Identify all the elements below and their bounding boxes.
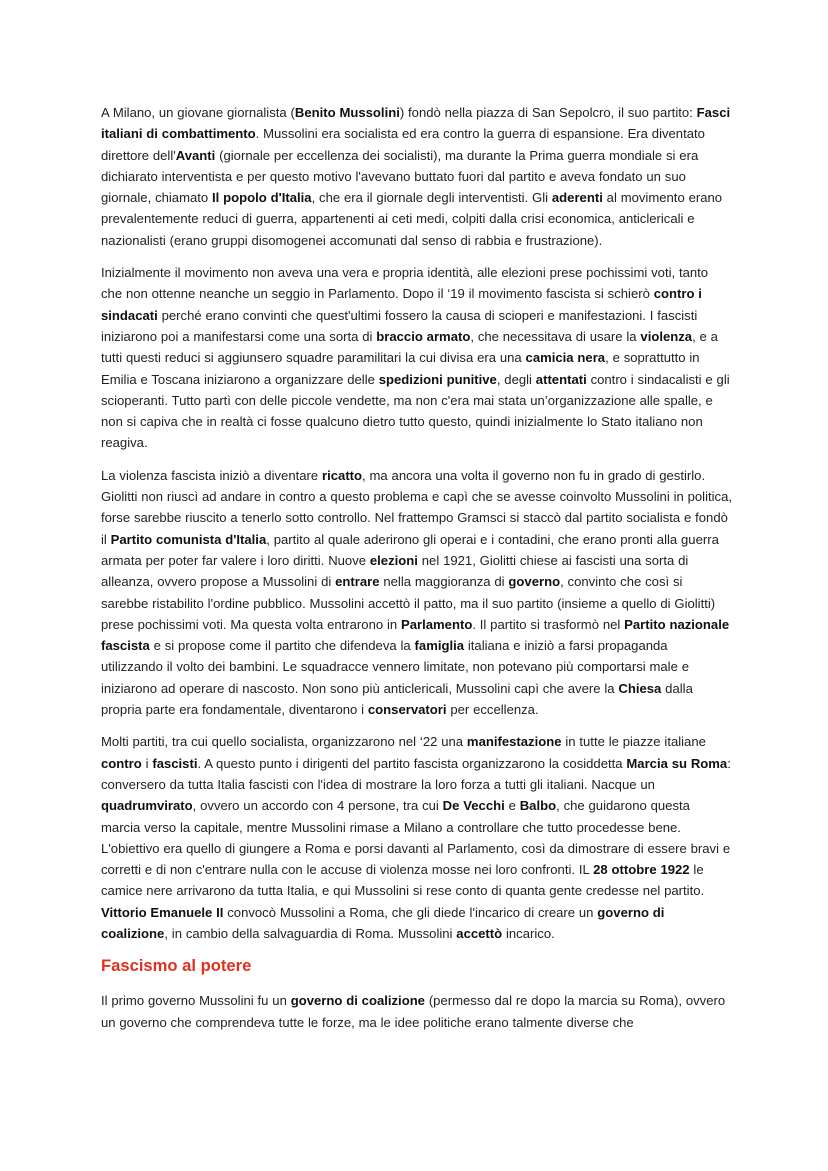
bold-term: famiglia <box>414 638 465 654</box>
bold-term: Avanti <box>175 147 216 163</box>
text-run: , che era il giornale degli interventisti. Gli <box>311 190 552 206</box>
text-run: Molti partiti, tra cui quello socialista, organizzarono nel ‘22 una <box>101 734 467 750</box>
text-run: , e soprattutto in Emilia e Toscana iniziarono a organizzare delle <box>101 350 700 387</box>
text-run: . Il partito si trasformò nel <box>472 616 625 632</box>
bold-term: camicia nera <box>525 350 606 366</box>
text-run: , che necessitava di usare la <box>470 328 641 344</box>
section-heading: Fascismo al potere <box>101 956 252 976</box>
text-run: , ovvero un accordo con 4 persone, tra cui <box>192 798 443 814</box>
bold-term: contro i sindacati <box>101 286 702 323</box>
bold-term: Benito Mussolini <box>294 105 400 120</box>
text-run: : conversero da tutta Italia fascisti con l'idea di mostrare la loro forza a tutti gli italiani. Nacque un <box>101 755 731 792</box>
text-run: , degli <box>496 371 536 387</box>
bold-term: contro <box>101 755 142 771</box>
bold-term: entrare <box>335 574 380 590</box>
bold-term: 28 ottobre 1922 <box>593 862 690 878</box>
bold-term: governo di coalizione <box>101 904 665 941</box>
text-run: contro i sindacalisti e gli scioperanti. Tutto partì con delle piccole vendette, ma non c'era mai stata un’organizzazione alle spalle, e non si capiva che in realtà ci fosse qualcuno dietro tutto questo, quindi inizialmente lo Stato italiano non reagiva. <box>101 371 730 451</box>
text-run: dalla propria parte era fondamentale, diventarono i <box>101 680 693 718</box>
bold-term: Partito comunista d'Italia <box>110 531 267 547</box>
bold-term: governo di coalizione <box>290 993 425 1009</box>
text-run: i <box>141 755 153 771</box>
text-run: incarico. <box>502 925 555 941</box>
text-run: perché erano convinti che quest'ultimi fossero la causa di scioperi e manifestazioni. I fascisti iniziarono poi a manifestarsi come una sorta di <box>101 307 698 344</box>
text-run: le camice nere arrivarono da tutta Italia, e qui Mussolini si rese conto di quanta gente credesse nel partito. <box>101 862 705 899</box>
document-page <box>101 102 733 1044</box>
text-run: Inizialmente il movimento non aveva una vera e propria identità, alle elezioni prese pochissimi voti, tanto che non ottenne neanche un seggio in Parlamento. Dopo il ‘19 il movimento fascista si schierò <box>101 265 709 302</box>
paragraph-fasci-combattimento <box>101 102 733 251</box>
paragraph-movimento-identita <box>101 262 733 454</box>
text-run: nel 1921, Giolitti chiese ai fascisti una sorta di alleanza, ovvero propose a Mussolini di <box>101 552 689 590</box>
text-run: e si propose come il partito che difendeva la <box>149 638 415 654</box>
text-run: convocò Mussolini a Roma, che gli diede l'incarico di creare un <box>223 904 598 920</box>
bold-term: violenza <box>640 328 693 344</box>
bold-term: spedizioni punitive <box>378 371 497 387</box>
text-run: e <box>504 798 520 814</box>
text-run: nella maggioranza di <box>379 574 509 590</box>
text-run: (giornale per eccellenza dei socialisti), ma durante la Prima guerra mondiale si era dichiarato interventista e per questo motivo l'avevano buttato fuori dal partito e aveva fondato un suo giornale, chiamato <box>101 147 699 206</box>
bold-term: conservatori <box>367 702 447 718</box>
bold-term: elezioni <box>369 552 418 568</box>
bold-term: Marcia su Roma <box>626 755 728 771</box>
bold-term: quadrumvirato <box>101 798 193 814</box>
text-run: , e a tutti questi reduci si aggiunsero squadre paramilitari la cui divisa era una <box>101 328 718 366</box>
bold-term: governo <box>508 574 561 590</box>
bold-term: ricatto <box>322 467 363 483</box>
bold-term: Balbo <box>519 798 557 814</box>
paragraph-marcia-su-roma <box>101 731 733 944</box>
text-run: , convinto che così si sarebbe ristabilito l'ordine pubblico. Mussolini accettò il patto, ma il suo partito (insieme a quello di Giolitti) prese pochissimi voti. Ma questa volta entrarono in <box>101 574 716 632</box>
bold-term: Chiesa <box>618 680 662 696</box>
bold-term: aderenti <box>551 190 603 206</box>
text-run: , partito al quale aderirono gli operai e i contadini, che erano pronti alla guerra armata per poter far valere i loro diritti. Nuove <box>101 531 719 568</box>
bold-term: Fasci italiani di combattimento <box>101 105 731 142</box>
bold-term: De Vecchi <box>442 798 505 814</box>
text-run: (permesso dal re dopo la marcia su Roma), ovvero un governo che comprendeva tutte le forze, ma le idee politiche erano talmente diverse che <box>101 993 726 1030</box>
text-run: al movimento erano prevalentemente reduci di guerra, appartenenti ai ceti medi, colpiti dalla crisi economica, anticlericali e nazionalisti (erano gruppi disomogenei accomunati dal senso di rabbia e frustrazione). <box>101 190 723 248</box>
bold-term: accettò <box>456 925 503 941</box>
paragraph-violenza-ricatto <box>101 465 733 721</box>
bold-term: Partito nazionale fascista <box>101 616 730 654</box>
text-run: A Milano, un giovane giornalista ( <box>101 105 295 120</box>
text-run: , che guidarono questa marcia verso la capitale, mentre Mussolini rimase a Milano a controllare che tutto procedesse bene. L'obiettivo era quello di giungere a Roma e porsi davanti al Parlamento, così da dimostrare di essere bravi e corretti e di non c'entrare nulla con le accuse di violenza mosse nei loro confronti. IL <box>101 798 731 878</box>
text-run: Il primo governo Mussolini fu un <box>101 993 291 1009</box>
bold-term: Il popolo d'Italia <box>212 190 312 206</box>
bold-term: attentati <box>535 371 587 387</box>
text-run: ) fondò nella piazza di San Sepolcro, il suo partito: <box>399 105 697 120</box>
text-run: italiana e iniziò a farsi propaganda utilizzando il volto dei bambini. Le squadracce vennero limitate, non potevano più comportarsi male e iniziarono ad operare di nascosto. Non sono più anticlericali, Mussolini capì che avere la <box>101 638 689 696</box>
bold-term: Parlamento <box>401 616 473 632</box>
text-run: per eccellenza. <box>446 702 539 718</box>
bold-term: braccio armato <box>376 328 471 344</box>
bold-term: fascisti <box>152 755 198 771</box>
text-run: La violenza fascista iniziò a diventare <box>101 467 323 483</box>
text-run: . A questo punto i dirigenti del partito fascista organizzarono la cosiddetta <box>197 755 627 771</box>
text-run: in tutte le piazze italiane <box>561 734 706 750</box>
paragraph-primo-governo <box>101 990 733 1033</box>
text-run: , ma ancora una volta il governo non fu in grado di gestirlo. Giolitti non riuscì ad andare in contro a questo problema e capì che se avesse coinvolto Mussolini in politica, forse sarebbe riuscito a tenerlo sotto controllo. Nel frattempo Gramsci si staccò dal partito socialista e fondò il <box>101 467 732 547</box>
text-run: , in cambio della salvaguardia di Roma. Mussolini <box>164 925 457 941</box>
bold-term: Vittorio Emanuele II <box>101 904 224 920</box>
text-run: . Mussolini era socialista ed era contro la guerra di espansione. Era diventato direttore dell' <box>101 126 705 163</box>
bold-term: manifestazione <box>466 734 562 750</box>
